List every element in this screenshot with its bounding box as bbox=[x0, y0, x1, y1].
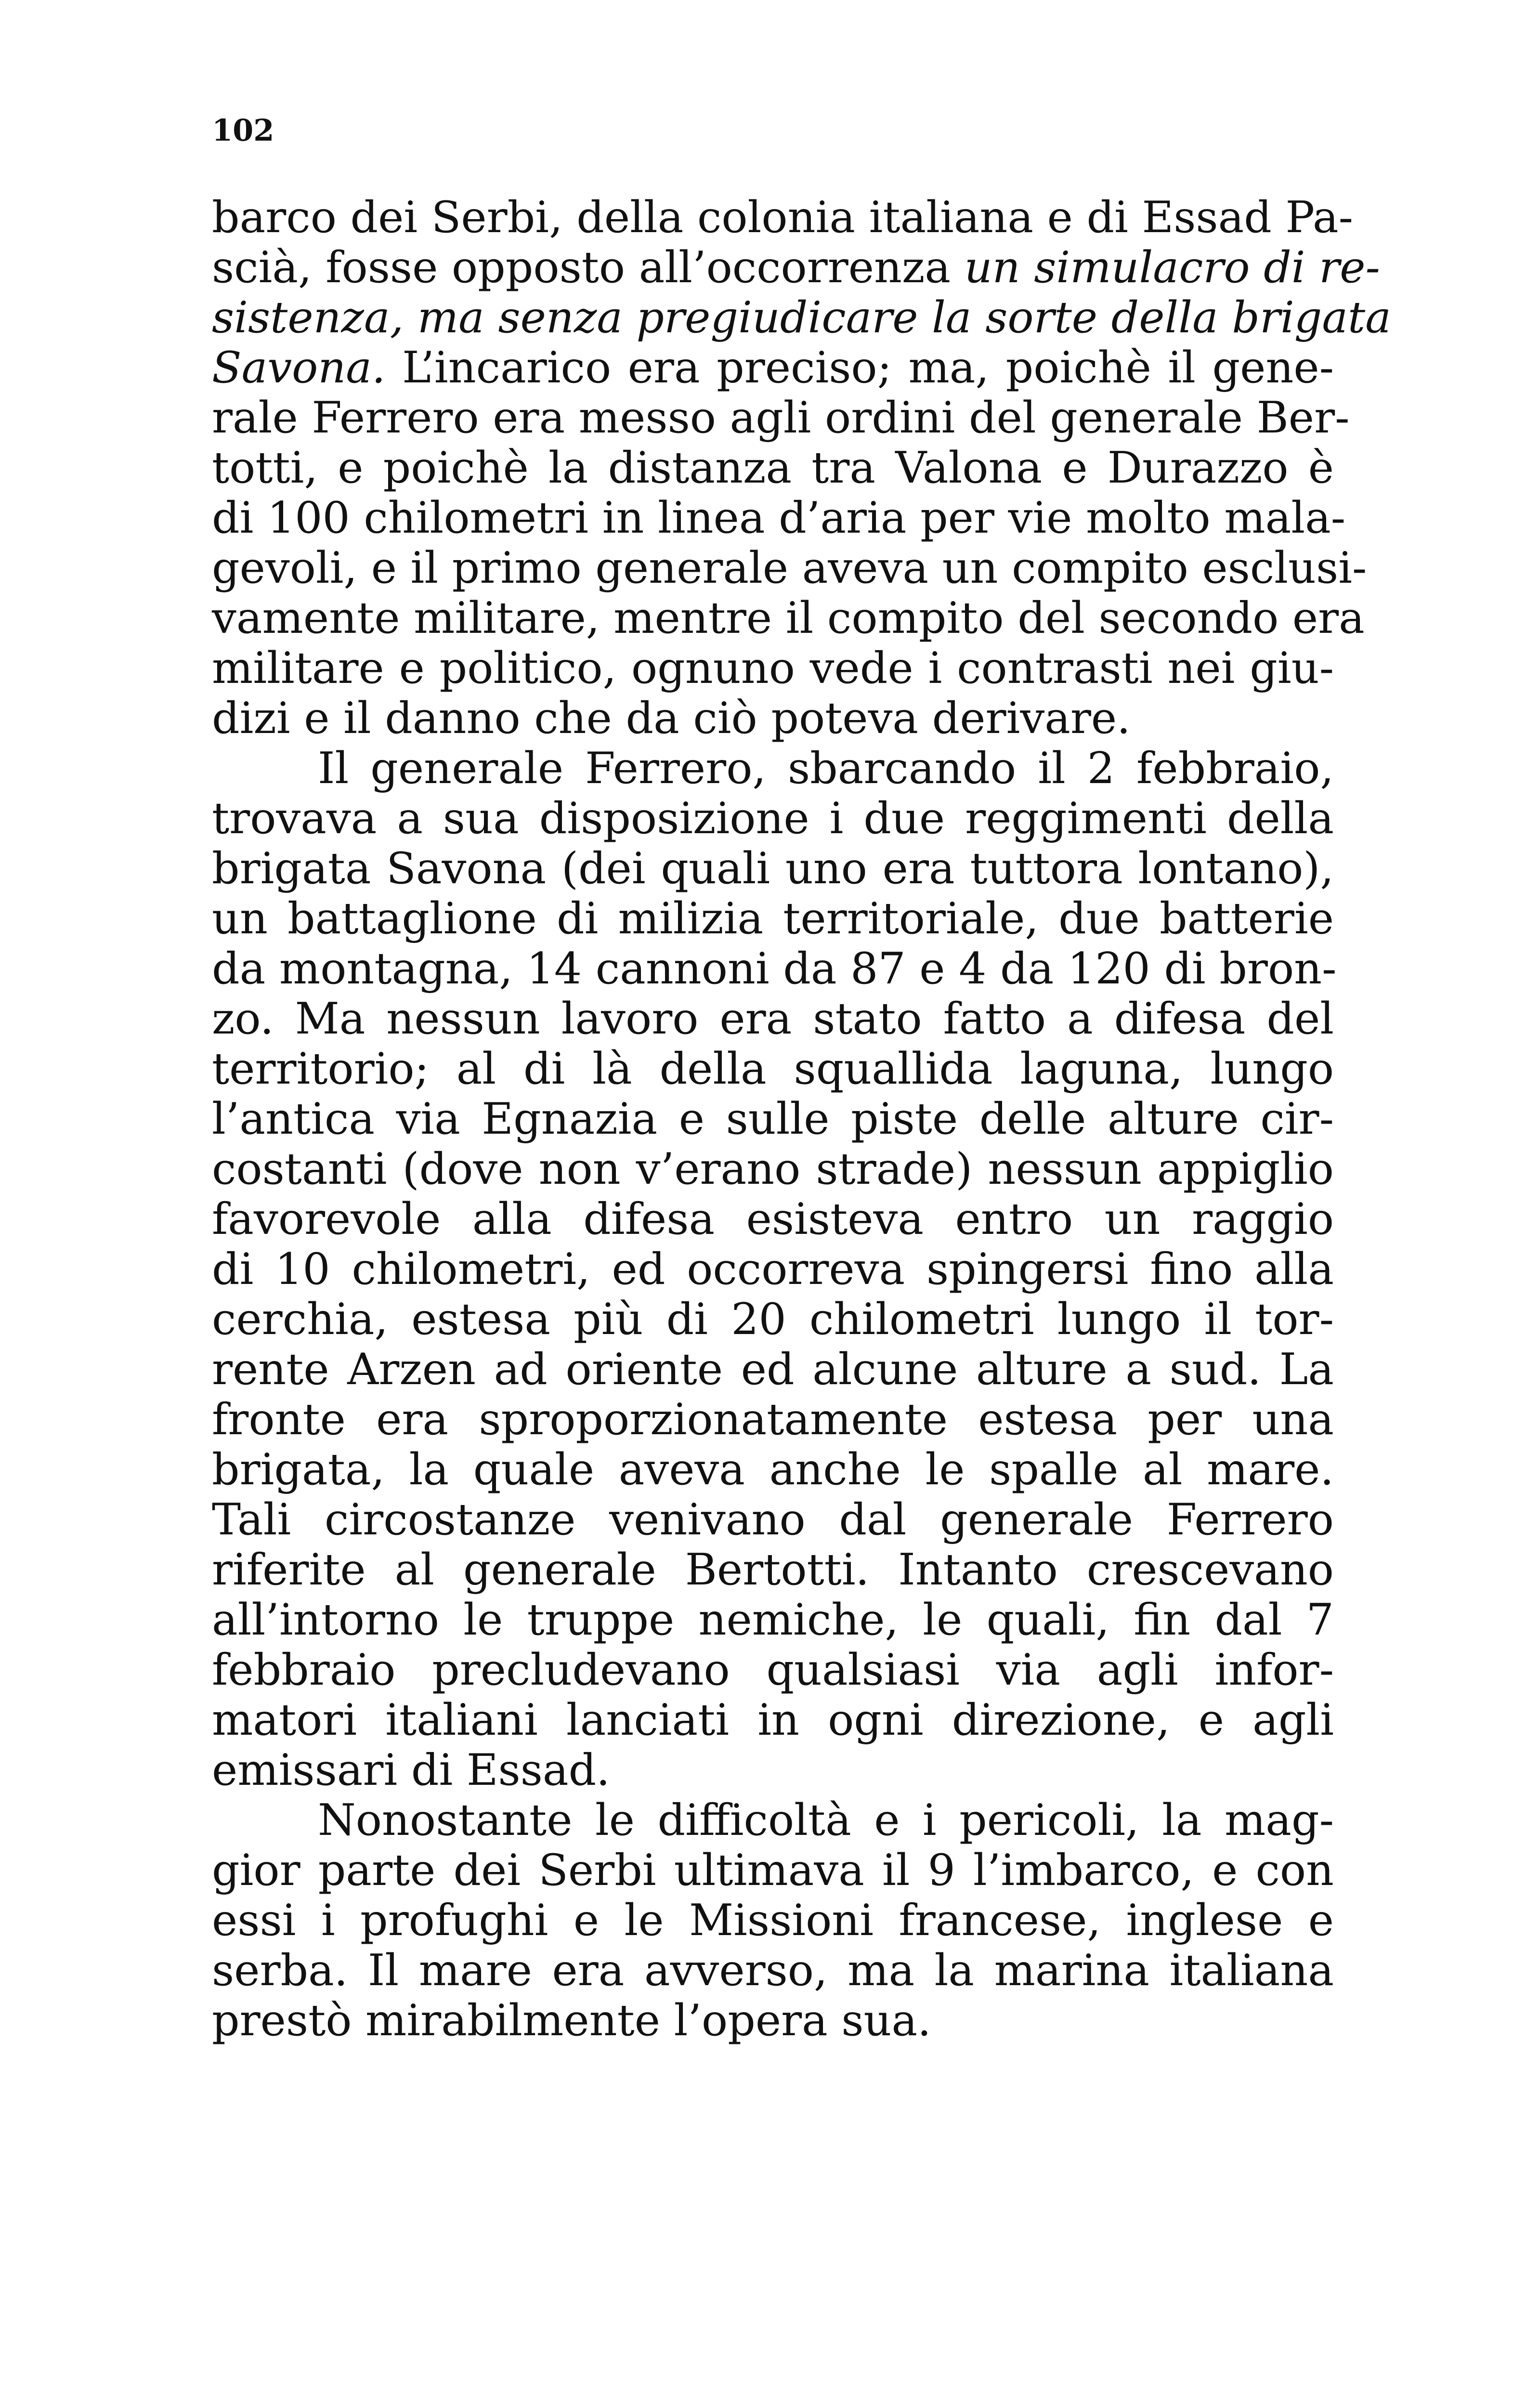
text-run: Tali circostanze venivano dal generale Ferrero bbox=[212, 1494, 1334, 1545]
text-line bbox=[212, 1996, 1334, 2046]
text-run: brigata, la quale aveva anche le spalle al mare. bbox=[212, 1444, 1334, 1495]
text-line bbox=[212, 493, 1346, 543]
text-run: riferite al generale Bertotti. Intanto crescevano bbox=[212, 1544, 1334, 1595]
italic-text-run: Savona. bbox=[212, 342, 386, 393]
text-line bbox=[212, 694, 1334, 744]
text-run: brigata Savona (dei quali uno era tuttora lontano), bbox=[212, 843, 1334, 894]
text-run: serba. Il mare era avverso, ma la marina italiana bbox=[212, 1945, 1334, 1996]
text-run: l’antica via Egnazia e sulle piste delle alture cir- bbox=[212, 1094, 1334, 1144]
text-line bbox=[212, 794, 1334, 844]
text-run: militare e politico, ognuno vede i contrasti nei giu- bbox=[212, 643, 1334, 694]
text-line bbox=[212, 593, 1365, 643]
italic-text-run: un simulacro di re- bbox=[964, 242, 1380, 293]
text-line bbox=[212, 1094, 1334, 1144]
text-line bbox=[212, 894, 1334, 944]
text-line bbox=[212, 1745, 1334, 1795]
text-run: scià, fosse opposto all’occorrenza bbox=[212, 242, 965, 293]
text-run: vamente militare, mentre il compito del secondo era bbox=[212, 593, 1365, 643]
text-line bbox=[212, 1445, 1334, 1495]
text-run: un battaglione di milizia territoriale, due batterie bbox=[212, 893, 1334, 944]
text-run: emissari di Essad. bbox=[212, 1745, 610, 1795]
text-run: fronte era sproporzionatamente estesa per una bbox=[212, 1394, 1334, 1445]
text-line bbox=[212, 1244, 1334, 1295]
text-run: gior parte dei Serbi ultimava il 9 l’imbarco, e con bbox=[212, 1845, 1334, 1896]
text-run: barco dei Serbi, della colonia italiana e di Essad Pa- bbox=[212, 192, 1354, 243]
text-run: di 100 chilometri in linea d’aria per vie molto mala- bbox=[212, 493, 1346, 543]
text-run: Il generale Ferrero, sbarcando il 2 febbraio, bbox=[318, 743, 1334, 794]
text-run: gevoli, e il primo generale aveva un compito esclusi- bbox=[212, 543, 1367, 593]
body-text bbox=[212, 192, 1391, 2046]
text-line bbox=[212, 1695, 1334, 1745]
text-run: rente Arzen ad oriente ed alcune alture a sud. La bbox=[212, 1344, 1334, 1395]
text-run: cerchia, estesa più di 20 chilometri lungo il tor- bbox=[212, 1294, 1334, 1345]
text-line bbox=[212, 844, 1334, 894]
text-line bbox=[212, 393, 1350, 443]
text-line bbox=[212, 1495, 1334, 1545]
text-line bbox=[212, 1345, 1334, 1395]
text-line bbox=[212, 1946, 1334, 1996]
text-run: territorio; al di là della squallida laguna, lungo bbox=[212, 1044, 1334, 1094]
text-run: totti, e poichè la distanza tra Valona e Durazzo è bbox=[212, 443, 1334, 493]
text-run: all’intorno le truppe nemiche, le quali, fin dal 7 bbox=[212, 1595, 1334, 1645]
text-line bbox=[212, 1044, 1334, 1094]
text-line bbox=[212, 643, 1334, 694]
text-line bbox=[212, 443, 1334, 493]
text-line bbox=[212, 343, 1334, 393]
text-run: zo. Ma nessun lavoro era stato fatto a difesa del bbox=[212, 994, 1334, 1044]
italic-text-run: sistenza, ma senza pregiudicare la sorte della brigata bbox=[212, 292, 1391, 343]
text-line bbox=[212, 994, 1334, 1044]
text-line bbox=[212, 192, 1354, 243]
text-run: favorevole alla difesa esisteva entro un raggio bbox=[212, 1194, 1334, 1244]
text-line bbox=[212, 242, 1380, 293]
text-line bbox=[212, 1194, 1334, 1244]
text-line bbox=[212, 1395, 1334, 1445]
text-run: trovava a sua disposizione i due reggimenti della bbox=[212, 793, 1334, 844]
text-line bbox=[212, 1645, 1334, 1695]
text-line bbox=[212, 1595, 1334, 1645]
text-line bbox=[212, 1295, 1334, 1345]
text-run: di 10 chilometri, ed occorreva spingersi fino alla bbox=[212, 1244, 1334, 1295]
text-run: matori italiani lanciati in ogni direzione, e agli bbox=[212, 1695, 1334, 1745]
text-line bbox=[212, 543, 1367, 593]
text-line bbox=[212, 943, 1337, 994]
text-run: rale Ferrero era messo agli ordini del generale Ber- bbox=[212, 393, 1350, 443]
text-run: febbraio precludevano qualsiasi via agli infor- bbox=[212, 1645, 1334, 1695]
page-number: 102 bbox=[212, 113, 274, 148]
text-line bbox=[212, 1545, 1334, 1595]
text-run: essi i profughi e le Missioni francese, inglese e bbox=[212, 1895, 1334, 1946]
text-run: L’incarico era preciso; ma, poichè il gene- bbox=[385, 342, 1334, 393]
text-line bbox=[212, 1896, 1334, 1946]
text-line bbox=[212, 1845, 1334, 1896]
text-line bbox=[212, 292, 1391, 343]
text-line bbox=[212, 1144, 1334, 1194]
text-run: dizi e il danno che da ciò poteva derivare. bbox=[212, 693, 1131, 744]
text-run: costanti (dove non v’erano strade) nessun appiglio bbox=[212, 1144, 1334, 1194]
text-run: Nonostante le difficoltà e i pericoli, la mag- bbox=[318, 1795, 1334, 1845]
text-line bbox=[212, 744, 1334, 794]
text-run: da montagna, 14 cannoni da 87 e 4 da 120 di bron- bbox=[212, 943, 1337, 994]
text-run: prestò mirabilmente l’opera sua. bbox=[212, 1995, 931, 2046]
text-line bbox=[212, 1795, 1334, 1845]
